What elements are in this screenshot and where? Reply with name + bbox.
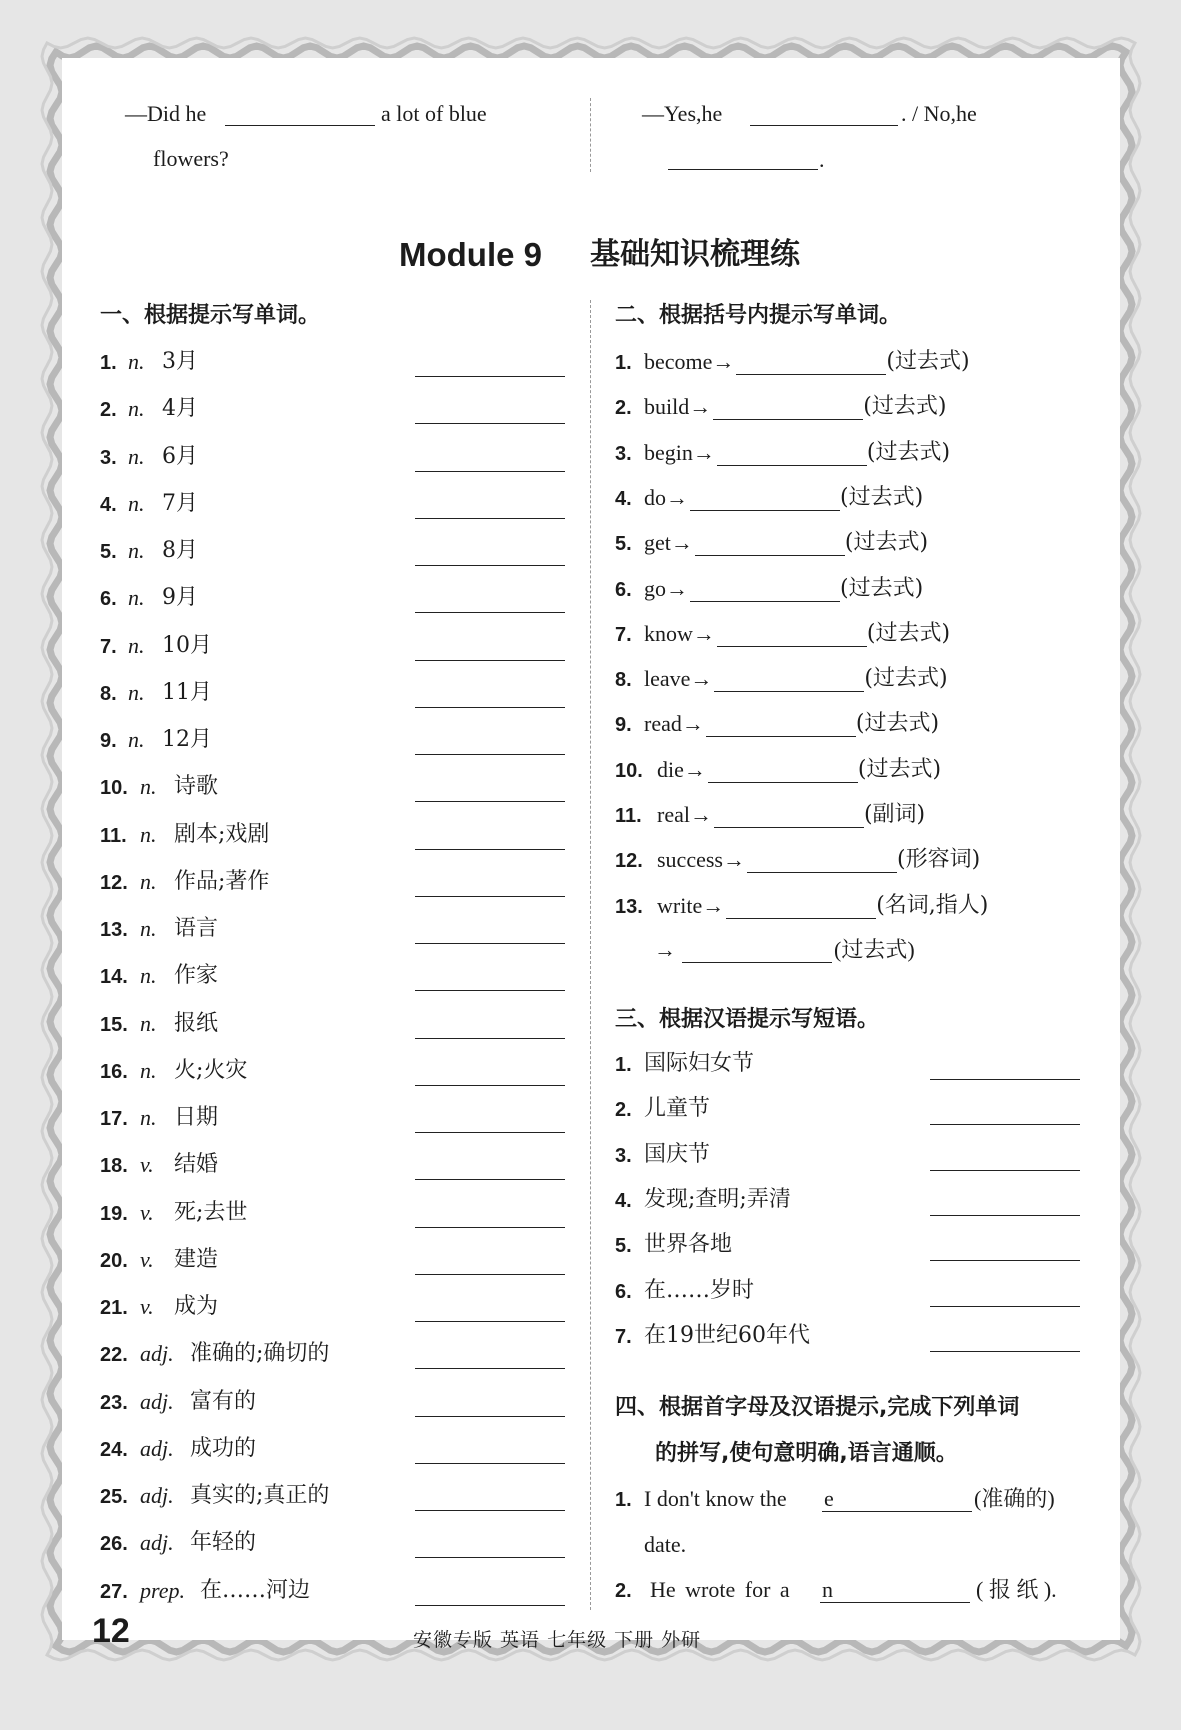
section1-item-number: 8. bbox=[100, 682, 117, 705]
section1-item-blank[interactable] bbox=[415, 1085, 565, 1086]
section2-item-number: 9. bbox=[615, 714, 632, 737]
section1-item-pos: adj. bbox=[140, 1483, 174, 1508]
section2-item-number: 1. bbox=[615, 352, 632, 374]
section1-item-text: 4月 bbox=[162, 396, 198, 422]
section1-item-blank[interactable] bbox=[415, 943, 565, 944]
section1-item-number: 15. bbox=[100, 1013, 128, 1036]
section1-item-number: 23. bbox=[100, 1391, 128, 1414]
section1-item-number: 26. bbox=[100, 1533, 128, 1556]
section3-item-text: 国际妇女节 bbox=[644, 1051, 755, 1076]
section2-item-hint: (过去式) bbox=[866, 439, 951, 465]
section1-item-blank[interactable] bbox=[415, 849, 565, 850]
section1-item-pos: n. bbox=[128, 443, 145, 469]
section1-item-pos: n. bbox=[128, 727, 145, 752]
section1-item-pos: v. bbox=[140, 1246, 154, 1272]
section1-item-pos: n. bbox=[140, 868, 157, 894]
section1-item-text: 准确的;确切的 bbox=[190, 1341, 330, 1367]
section1-item-number: 5. bbox=[100, 541, 117, 563]
section1-item-text: 真实的;真正的 bbox=[190, 1483, 330, 1508]
section1-item-text: 7月 bbox=[162, 490, 198, 516]
section2-item-word: leave→ bbox=[644, 666, 713, 692]
section1-item-number: 4. bbox=[100, 493, 117, 516]
section1-item-blank[interactable] bbox=[415, 660, 565, 661]
section1-heading: 一、根据提示写单词。 bbox=[100, 303, 321, 328]
section2-item-word: do→ bbox=[644, 484, 688, 510]
section3-item-text: 国庆节 bbox=[644, 1141, 711, 1167]
section2-extra-hint: (过去式) bbox=[834, 937, 915, 962]
section3-item-number: 7. bbox=[615, 1325, 632, 1348]
section4-q2-hint: ( 报 纸 ). bbox=[976, 1577, 1057, 1602]
section2-item-number: 7. bbox=[615, 623, 632, 646]
section4-heading-line2: 的拼写,使句意明确,语言通顺。 bbox=[655, 1441, 958, 1466]
section4-q2-number: 2. bbox=[615, 1580, 632, 1602]
section3-item-text: 在19世纪60年代 bbox=[644, 1322, 810, 1348]
section4-q2-text: He wrote for a bbox=[650, 1577, 790, 1602]
section1-item-number: 12. bbox=[100, 871, 128, 894]
section1-item-text: 诗歌 bbox=[174, 774, 219, 800]
section1-item-pos: adj. bbox=[140, 1341, 174, 1367]
module-title: Module 9 bbox=[399, 236, 543, 273]
section1-item-pos: n. bbox=[128, 490, 145, 516]
section1-item-number: 22. bbox=[100, 1344, 128, 1367]
section1-item-pos: n. bbox=[140, 916, 157, 941]
section1-item-text: 10月 bbox=[162, 632, 212, 658]
section4-q1-blank[interactable] bbox=[822, 1511, 972, 1512]
section2-item-word: get→ bbox=[644, 530, 693, 556]
section4-q2-letter: n bbox=[822, 1577, 833, 1602]
section1-item-blank[interactable] bbox=[415, 707, 565, 708]
section1-item-blank[interactable] bbox=[415, 565, 565, 566]
section2-item-hint: (过去式) bbox=[857, 756, 942, 782]
section2-item-number: 10. bbox=[615, 759, 643, 782]
section1-item-number: 21. bbox=[100, 1297, 128, 1319]
section1-item-number: 16. bbox=[100, 1060, 128, 1083]
section4-q1-hint: (准确的) bbox=[974, 1486, 1055, 1511]
section2-item-blank[interactable] bbox=[695, 555, 845, 556]
section1-item-text: 11月 bbox=[162, 679, 212, 705]
section2-item-blank[interactable] bbox=[714, 827, 864, 828]
section1-item-blank[interactable] bbox=[415, 1274, 565, 1275]
section3-item-number: 2. bbox=[615, 1099, 632, 1122]
section1-item-pos: prep. bbox=[140, 1577, 186, 1603]
section1-item-blank[interactable] bbox=[415, 1510, 565, 1511]
section2-item-hint: (形容词) bbox=[896, 847, 981, 873]
section2-item-number: 5. bbox=[615, 533, 632, 556]
section2-item-number: 6. bbox=[615, 578, 632, 601]
section2-item-number: 13. bbox=[615, 895, 643, 918]
section1-item-pos: n. bbox=[140, 1010, 157, 1036]
section1-item-number: 13. bbox=[100, 919, 128, 941]
section2-item-blank[interactable] bbox=[717, 646, 867, 647]
section4-q2-blank[interactable] bbox=[820, 1602, 970, 1603]
section1-item-pos: n. bbox=[128, 679, 145, 705]
section2-item-hint: (副词) bbox=[863, 802, 926, 827]
section3-item-number: 5. bbox=[615, 1235, 632, 1258]
section2-item-hint: (过去式) bbox=[863, 394, 947, 420]
section2-item-word: write→ bbox=[657, 892, 725, 918]
section1-item-blank[interactable] bbox=[415, 1132, 565, 1133]
section1-item-number: 1. bbox=[100, 352, 117, 374]
section1-item-blank[interactable] bbox=[415, 1368, 565, 1369]
section2-extra-blank[interactable] bbox=[682, 962, 832, 963]
section3-heading: 三、根据汉语提示写短语。 bbox=[615, 1007, 880, 1032]
section1-item-pos: v. bbox=[140, 1199, 154, 1225]
section2-item-blank[interactable] bbox=[736, 374, 886, 375]
section1-item-pos: adj. bbox=[140, 1388, 174, 1414]
module-subtitle: 基础知识梳理练 bbox=[590, 237, 800, 272]
section1-item-number: 14. bbox=[100, 966, 128, 989]
section3-item-text: 儿童节 bbox=[644, 1096, 711, 1122]
section4-q1-letter: e bbox=[824, 1486, 834, 1511]
section1-item-blank[interactable] bbox=[415, 1605, 565, 1606]
top-right-blank-2[interactable] bbox=[668, 169, 818, 170]
section1-item-pos: n. bbox=[128, 632, 145, 658]
section1-item-pos: adj. bbox=[140, 1435, 174, 1461]
section1-item-number: 27. bbox=[100, 1580, 128, 1603]
section1-item-blank[interactable] bbox=[415, 1416, 565, 1417]
section1-item-number: 20. bbox=[100, 1249, 128, 1272]
section1-item-pos: n. bbox=[140, 1105, 157, 1130]
section1-item-pos: n. bbox=[128, 349, 145, 374]
section2-item-hint: (过去式) bbox=[855, 711, 940, 737]
top-left-question-part2: a lot of blue bbox=[381, 101, 487, 126]
section3-item-text: 发现;查明;弄清 bbox=[644, 1186, 791, 1212]
section3-item-number: 1. bbox=[615, 1054, 632, 1076]
section3-item-text: 世界各地 bbox=[644, 1232, 733, 1258]
section1-item-blank[interactable] bbox=[415, 471, 565, 472]
section1-item-text: 年轻的 bbox=[190, 1530, 257, 1556]
section1-item-pos: n. bbox=[128, 585, 145, 611]
section3-item-blank[interactable] bbox=[930, 1260, 1080, 1261]
section1-item-text: 9月 bbox=[162, 585, 198, 611]
section1-item-text: 作家 bbox=[174, 963, 219, 989]
section1-item-text: 日期 bbox=[174, 1105, 219, 1130]
section2-item-number: 8. bbox=[615, 669, 632, 692]
section3-item-text: 在……岁时 bbox=[644, 1277, 755, 1303]
section1-item-blank[interactable] bbox=[415, 1321, 565, 1322]
section2-item-word: become→ bbox=[644, 349, 735, 374]
section3-item-blank[interactable] bbox=[930, 1306, 1080, 1307]
section1-item-blank[interactable] bbox=[415, 376, 565, 377]
section1-item-blank[interactable] bbox=[415, 990, 565, 991]
section2-item-word: build→ bbox=[644, 394, 712, 420]
section1-item-blank[interactable] bbox=[415, 1038, 565, 1039]
section4-q1-text: I don't know the bbox=[644, 1486, 787, 1511]
section2-extra-arrow: → bbox=[654, 937, 676, 962]
section2-item-word: die→ bbox=[657, 756, 706, 782]
section1-item-number: 18. bbox=[100, 1155, 128, 1178]
section1-item-number: 6. bbox=[100, 588, 117, 611]
section1-item-blank[interactable] bbox=[415, 801, 565, 802]
section1-item-text: 成为 bbox=[174, 1294, 219, 1319]
section2-item-number: 12. bbox=[615, 850, 643, 873]
section1-item-blank[interactable] bbox=[415, 1179, 565, 1180]
section1-item-text: 6月 bbox=[162, 443, 198, 469]
section1-item-number: 10. bbox=[100, 777, 128, 800]
section1-item-text: 富有的 bbox=[190, 1388, 257, 1414]
section2-item-number: 4. bbox=[615, 487, 632, 510]
top-left-question-part1: —Did he bbox=[125, 101, 207, 126]
section2-item-blank[interactable] bbox=[706, 736, 856, 737]
section2-item-word: know→ bbox=[644, 620, 715, 646]
section2-item-word: go→ bbox=[644, 575, 688, 601]
footer-text: 安徽专版 英语 七年级 下册 外研 bbox=[413, 1629, 702, 1651]
section3-item-blank[interactable] bbox=[930, 1351, 1080, 1352]
section1-item-pos: n. bbox=[128, 538, 145, 563]
section1-item-text: 在……河边 bbox=[200, 1577, 311, 1603]
section2-item-word: read→ bbox=[644, 711, 704, 737]
section1-item-text: 剧本;戏剧 bbox=[174, 821, 270, 847]
section2-item-number: 2. bbox=[615, 397, 632, 420]
section2-item-blank[interactable] bbox=[708, 782, 858, 783]
top-right-answer-end: . bbox=[819, 147, 825, 172]
section1-item-pos: n. bbox=[140, 821, 157, 847]
section1-item-blank[interactable] bbox=[415, 612, 565, 613]
section1-item-blank[interactable] bbox=[415, 518, 565, 519]
section1-item-number: 11. bbox=[100, 824, 127, 847]
top-right-answer-part2: . / No,he bbox=[901, 101, 977, 126]
section3-item-number: 3. bbox=[615, 1144, 632, 1167]
top-left-question-cont: flowers? bbox=[153, 146, 229, 171]
section2-item-hint: (过去式) bbox=[844, 530, 929, 556]
section2-item-hint: (过去式) bbox=[840, 484, 924, 510]
section3-item-number: 6. bbox=[615, 1280, 632, 1303]
section1-item-pos: n. bbox=[128, 396, 145, 422]
section3-item-number: 4. bbox=[615, 1189, 632, 1212]
section1-item-number: 3. bbox=[100, 446, 117, 469]
section2-item-blank[interactable] bbox=[726, 918, 876, 919]
section4-q1-continuation: date. bbox=[644, 1532, 687, 1557]
section1-item-number: 9. bbox=[100, 730, 117, 752]
top-right-blank-1[interactable] bbox=[750, 125, 898, 126]
section2-item-number: 11. bbox=[615, 805, 642, 827]
section1-item-blank[interactable] bbox=[415, 1557, 565, 1558]
section1-item-number: 17. bbox=[100, 1108, 128, 1130]
top-left-blank[interactable] bbox=[225, 125, 375, 126]
section2-item-blank[interactable] bbox=[714, 691, 864, 692]
section1-item-number: 24. bbox=[100, 1438, 128, 1461]
section1-item-text: 结婚 bbox=[174, 1152, 219, 1178]
section2-item-blank[interactable] bbox=[747, 872, 897, 873]
main-column-divider bbox=[590, 300, 591, 1610]
top-column-divider bbox=[590, 98, 591, 172]
section1-item-text: 3月 bbox=[162, 349, 198, 374]
section1-item-pos: n. bbox=[140, 774, 157, 800]
section2-item-word: real→ bbox=[657, 802, 712, 827]
section1-item-pos: v. bbox=[140, 1152, 154, 1178]
section1-item-blank[interactable] bbox=[415, 896, 565, 897]
section2-item-blank[interactable] bbox=[690, 510, 840, 511]
section1-item-pos: adj. bbox=[140, 1530, 174, 1556]
section2-item-number: 3. bbox=[615, 442, 632, 465]
section3-item-blank[interactable] bbox=[930, 1079, 1080, 1080]
section2-item-blank[interactable] bbox=[717, 465, 867, 466]
section1-item-text: 死;去世 bbox=[174, 1199, 248, 1225]
section1-item-blank[interactable] bbox=[415, 1463, 565, 1464]
section3-item-blank[interactable] bbox=[930, 1124, 1080, 1125]
section1-item-text: 报纸 bbox=[174, 1010, 219, 1036]
section2-item-hint: (过去式) bbox=[866, 620, 951, 646]
section1-item-blank[interactable] bbox=[415, 754, 565, 755]
top-right-answer-part1: —Yes,he bbox=[642, 101, 723, 126]
section1-item-text: 作品;著作 bbox=[174, 868, 270, 894]
section2-item-blank[interactable] bbox=[713, 419, 863, 420]
section1-item-text: 语言 bbox=[174, 916, 219, 941]
section1-item-text: 火;火灾 bbox=[174, 1057, 248, 1083]
section1-item-blank[interactable] bbox=[415, 1227, 565, 1228]
section1-item-pos: n. bbox=[140, 1057, 157, 1083]
section1-item-number: 25. bbox=[100, 1486, 128, 1508]
section1-item-pos: n. bbox=[140, 963, 157, 989]
section2-item-word: success→ bbox=[657, 847, 745, 873]
section1-item-number: 19. bbox=[100, 1202, 128, 1225]
section1-item-number: 2. bbox=[100, 399, 117, 422]
section1-item-text: 成功的 bbox=[190, 1435, 257, 1461]
section2-item-hint: (过去式) bbox=[840, 575, 924, 601]
page-number: 12 bbox=[92, 1612, 130, 1650]
section1-item-blank[interactable] bbox=[415, 423, 565, 424]
section2-item-hint: (过去式) bbox=[864, 666, 948, 692]
section1-item-number: 7. bbox=[100, 635, 117, 658]
section4-heading-line1: 四、根据首字母及汉语提示,完成下列单词 bbox=[615, 1395, 1020, 1420]
section1-item-text: 8月 bbox=[162, 538, 198, 563]
section2-item-hint: (名词,指人) bbox=[876, 892, 989, 918]
section1-item-text: 建造 bbox=[174, 1246, 219, 1272]
section1-item-pos: v. bbox=[140, 1294, 154, 1319]
section1-item-text: 12月 bbox=[162, 727, 212, 752]
section4-q1-number: 1. bbox=[615, 1489, 632, 1511]
section2-item-word: begin→ bbox=[644, 439, 715, 465]
section3-item-blank[interactable] bbox=[930, 1170, 1080, 1171]
section3-item-blank[interactable] bbox=[930, 1215, 1080, 1216]
section2-heading: 二、根据括号内提示写单词。 bbox=[615, 303, 902, 328]
section2-item-blank[interactable] bbox=[690, 601, 840, 602]
section2-item-hint: (过去式) bbox=[886, 349, 970, 374]
